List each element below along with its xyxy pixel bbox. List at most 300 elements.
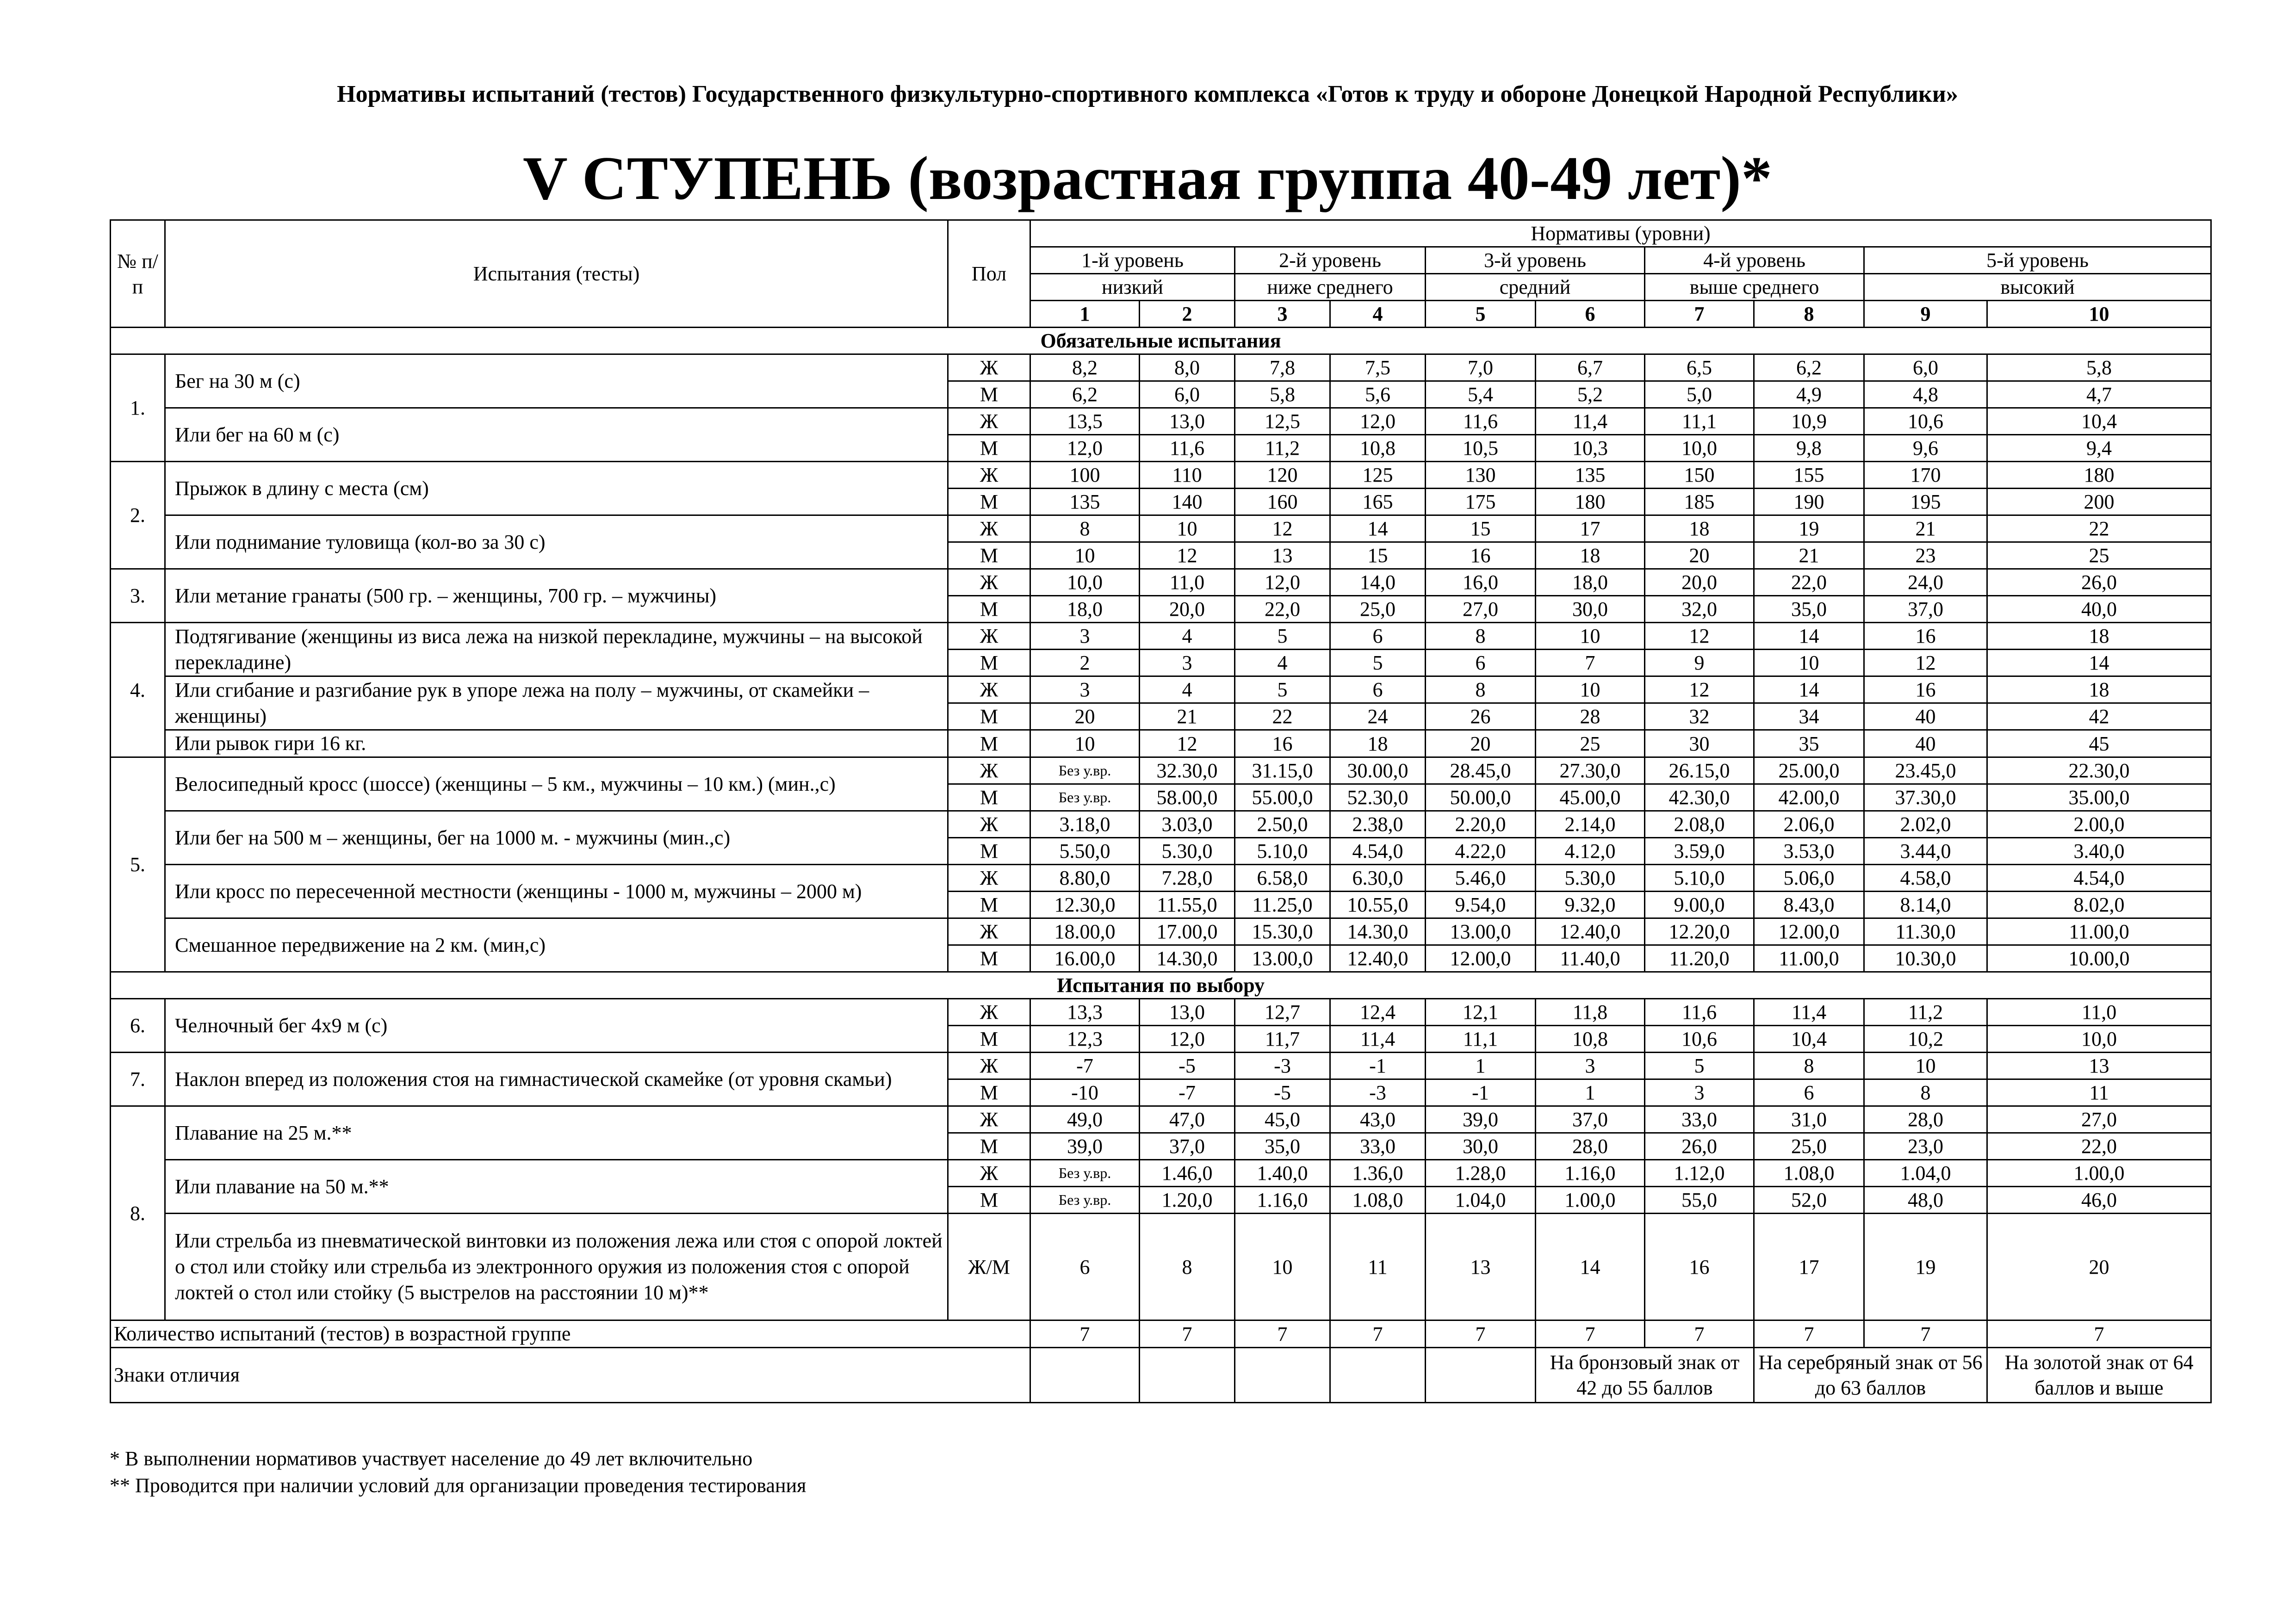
value-cell: 19 bbox=[1754, 515, 1864, 542]
value-cell: 11,0 bbox=[1987, 999, 2211, 1026]
count-cell: 7 bbox=[1426, 1320, 1536, 1348]
sex-cell: М bbox=[948, 784, 1030, 811]
value-cell: Без у.вр. bbox=[1030, 784, 1140, 811]
value-cell: 10,9 bbox=[1754, 408, 1864, 435]
value-cell: 3 bbox=[1536, 1053, 1645, 1079]
value-cell: 1.16,0 bbox=[1536, 1160, 1645, 1187]
table-row bbox=[111, 918, 2211, 945]
value-cell: 31,0 bbox=[1754, 1106, 1864, 1133]
value-cell: 13 bbox=[1235, 542, 1330, 569]
value-cell: 10 bbox=[1030, 542, 1140, 569]
value-cell: 12.40,0 bbox=[1330, 945, 1426, 972]
table-row bbox=[111, 676, 2211, 703]
sex-cell: Ж bbox=[948, 1160, 1030, 1187]
value-cell: 16 bbox=[1235, 730, 1330, 757]
header-level-name: 5-й уровень bbox=[1864, 247, 2211, 274]
value-cell: 34 bbox=[1754, 703, 1864, 730]
value-cell: 12,1 bbox=[1426, 999, 1536, 1026]
value-cell: 23,0 bbox=[1864, 1133, 1987, 1160]
value-cell: 13.00,0 bbox=[1426, 918, 1536, 945]
value-cell: Без у.вр. bbox=[1030, 1187, 1140, 1214]
test-name: Прыжок в длину с места (см) bbox=[165, 462, 948, 515]
value-cell: 12.40,0 bbox=[1536, 918, 1645, 945]
value-cell: 11,4 bbox=[1330, 1026, 1426, 1053]
value-cell: 120 bbox=[1235, 462, 1330, 489]
table-row bbox=[111, 408, 2211, 435]
value-cell: 12.20,0 bbox=[1645, 918, 1754, 945]
value-cell: 160 bbox=[1235, 489, 1330, 515]
value-cell: 18 bbox=[1645, 515, 1754, 542]
sex-cell: М bbox=[948, 1026, 1030, 1053]
value-cell: 11.30,0 bbox=[1864, 918, 1987, 945]
section-title: Обязательные испытания bbox=[111, 328, 2211, 354]
header-sex: Пол bbox=[948, 220, 1030, 328]
value-cell: 1.12,0 bbox=[1645, 1160, 1754, 1187]
count-row bbox=[111, 1320, 2211, 1348]
sex-cell: М bbox=[948, 945, 1030, 972]
value-cell: 1.46,0 bbox=[1140, 1160, 1235, 1187]
value-cell: 1.20,0 bbox=[1140, 1187, 1235, 1214]
value-cell: 3.18,0 bbox=[1030, 811, 1140, 838]
table-row bbox=[111, 354, 2211, 381]
value-cell: 22,0 bbox=[1754, 569, 1864, 596]
norms-table bbox=[110, 219, 2212, 1403]
sex-cell: М bbox=[948, 650, 1030, 676]
value-cell: 13.00,0 bbox=[1235, 945, 1330, 972]
value-cell: 14 bbox=[1536, 1214, 1645, 1320]
value-cell: 20 bbox=[1426, 730, 1536, 757]
value-cell: -10 bbox=[1030, 1079, 1140, 1106]
value-cell: 10,2 bbox=[1864, 1026, 1987, 1053]
value-cell: 43,0 bbox=[1330, 1106, 1426, 1133]
header-level-desc: высокий bbox=[1864, 274, 2211, 301]
table-row bbox=[111, 569, 2211, 596]
value-cell: 26,0 bbox=[1645, 1133, 1754, 1160]
value-cell: 18,0 bbox=[1536, 569, 1645, 596]
value-cell: 8 bbox=[1426, 623, 1536, 650]
test-number: 5. bbox=[111, 757, 165, 972]
sex-cell: М bbox=[948, 435, 1030, 462]
value-cell: 6.58,0 bbox=[1235, 865, 1330, 892]
value-cell: 6,7 bbox=[1536, 354, 1645, 381]
value-cell: 26 bbox=[1426, 703, 1536, 730]
value-cell: 1.16,0 bbox=[1235, 1187, 1330, 1214]
header-level-desc: ниже среднего bbox=[1235, 274, 1426, 301]
value-cell: 10 bbox=[1140, 515, 1235, 542]
value-cell: 35.00,0 bbox=[1987, 784, 2211, 811]
value-cell: 3.44,0 bbox=[1864, 838, 1987, 865]
value-cell: 47,0 bbox=[1140, 1106, 1235, 1133]
value-cell: 11,4 bbox=[1536, 408, 1645, 435]
count-cell: 7 bbox=[1645, 1320, 1754, 1348]
value-cell: 10 bbox=[1235, 1214, 1330, 1320]
value-cell: 18 bbox=[1330, 730, 1426, 757]
value-cell: 18 bbox=[1987, 623, 2211, 650]
value-cell: 21 bbox=[1140, 703, 1235, 730]
value-cell: 55,0 bbox=[1645, 1187, 1754, 1214]
value-cell: 4,9 bbox=[1754, 381, 1864, 408]
value-cell: 8,0 bbox=[1140, 354, 1235, 381]
value-cell: 10,0 bbox=[1030, 569, 1140, 596]
value-cell: 3.03,0 bbox=[1140, 811, 1235, 838]
value-cell: 10,4 bbox=[1754, 1026, 1864, 1053]
value-cell: 20 bbox=[1030, 703, 1140, 730]
value-cell: 10,4 bbox=[1987, 408, 2211, 435]
badge-bronze: На бронзовый знак от 42 до 55 баллов bbox=[1536, 1348, 1754, 1403]
value-cell: -1 bbox=[1426, 1079, 1536, 1106]
value-cell: 135 bbox=[1536, 462, 1645, 489]
value-cell: 16 bbox=[1645, 1214, 1754, 1320]
count-cell: 7 bbox=[1864, 1320, 1987, 1348]
value-cell: 22,0 bbox=[1235, 596, 1330, 623]
value-cell: 4.12,0 bbox=[1536, 838, 1645, 865]
table-row bbox=[111, 1106, 2211, 1133]
value-cell: 17 bbox=[1754, 1214, 1864, 1320]
value-cell: 175 bbox=[1426, 489, 1536, 515]
value-cell: 6.30,0 bbox=[1330, 865, 1426, 892]
value-cell: 200 bbox=[1987, 489, 2211, 515]
value-cell: 12 bbox=[1864, 650, 1987, 676]
value-cell: 13,0 bbox=[1140, 999, 1235, 1026]
value-cell: 23.45,0 bbox=[1864, 757, 1987, 784]
value-cell: 37,0 bbox=[1536, 1106, 1645, 1133]
value-cell: 1.04,0 bbox=[1864, 1160, 1987, 1187]
value-cell: 11,6 bbox=[1645, 999, 1754, 1026]
table-row bbox=[111, 1160, 2211, 1187]
test-name: Челночный бег 4х9 м (с) bbox=[165, 999, 948, 1053]
value-cell: 5,2 bbox=[1536, 381, 1645, 408]
value-cell: 12,7 bbox=[1235, 999, 1330, 1026]
value-cell: 35,0 bbox=[1754, 596, 1864, 623]
value-cell: 9,8 bbox=[1754, 435, 1864, 462]
value-cell: 10,3 bbox=[1536, 435, 1645, 462]
value-cell: 16 bbox=[1864, 676, 1987, 703]
value-cell: 11 bbox=[1987, 1079, 2211, 1106]
value-cell: 170 bbox=[1864, 462, 1987, 489]
document-title: V СТУПЕНЬ (возрастная группа 40-49 лет)* bbox=[523, 144, 1772, 212]
value-cell: 110 bbox=[1140, 462, 1235, 489]
value-cell: 20 bbox=[1987, 1214, 2211, 1320]
value-cell: 46,0 bbox=[1987, 1187, 2211, 1214]
header-colnum: 7 bbox=[1645, 301, 1754, 328]
value-cell: 3.40,0 bbox=[1987, 838, 2211, 865]
value-cell: 10,6 bbox=[1864, 408, 1987, 435]
value-cell: 5.10,0 bbox=[1645, 865, 1754, 892]
value-cell: 13 bbox=[1987, 1053, 2211, 1079]
value-cell: 21 bbox=[1864, 515, 1987, 542]
value-cell: 7,5 bbox=[1330, 354, 1426, 381]
value-cell: 5.50,0 bbox=[1030, 838, 1140, 865]
test-name: Или рывок гири 16 кг. bbox=[165, 730, 948, 757]
sex-cell: М bbox=[948, 596, 1030, 623]
value-cell: 12.00,0 bbox=[1426, 945, 1536, 972]
value-cell: 6 bbox=[1330, 623, 1426, 650]
value-cell: -3 bbox=[1330, 1079, 1426, 1106]
value-cell: 10,8 bbox=[1536, 1026, 1645, 1053]
value-cell: 1 bbox=[1536, 1079, 1645, 1106]
value-cell: 8 bbox=[1754, 1053, 1864, 1079]
value-cell: 5,8 bbox=[1987, 354, 2211, 381]
sex-cell: Ж bbox=[948, 918, 1030, 945]
value-cell: 33,0 bbox=[1330, 1133, 1426, 1160]
value-cell: 37.30,0 bbox=[1864, 784, 1987, 811]
section-row bbox=[111, 972, 2211, 999]
value-cell: 12 bbox=[1645, 623, 1754, 650]
value-cell: 14 bbox=[1330, 515, 1426, 542]
value-cell: 6,5 bbox=[1645, 354, 1754, 381]
value-cell: 165 bbox=[1330, 489, 1426, 515]
value-cell: 45.00,0 bbox=[1536, 784, 1645, 811]
value-cell: 180 bbox=[1536, 489, 1645, 515]
value-cell: 10 bbox=[1864, 1053, 1987, 1079]
value-cell: 10,6 bbox=[1645, 1026, 1754, 1053]
sex-cell: Ж bbox=[948, 757, 1030, 784]
value-cell: 7 bbox=[1536, 650, 1645, 676]
table-row bbox=[111, 730, 2211, 757]
value-cell: 45 bbox=[1987, 730, 2211, 757]
value-cell: 15 bbox=[1426, 515, 1536, 542]
value-cell: 50.00,0 bbox=[1426, 784, 1536, 811]
value-cell: -5 bbox=[1140, 1053, 1235, 1079]
value-cell: -7 bbox=[1030, 1053, 1140, 1079]
value-cell: 8 bbox=[1864, 1079, 1987, 1106]
value-cell: 22.30,0 bbox=[1987, 757, 2211, 784]
value-cell: 3.59,0 bbox=[1645, 838, 1754, 865]
count-cell: 7 bbox=[1140, 1320, 1235, 1348]
table-row bbox=[111, 1053, 2211, 1079]
value-cell: 25.00,0 bbox=[1754, 757, 1864, 784]
value-cell: 20 bbox=[1645, 542, 1754, 569]
badge-silver: На серебряный знак от 56 до 63 баллов bbox=[1754, 1348, 1987, 1403]
value-cell: 16 bbox=[1426, 542, 1536, 569]
value-cell: 2.50,0 bbox=[1235, 811, 1330, 838]
value-cell: -3 bbox=[1235, 1053, 1330, 1079]
value-cell: 6 bbox=[1754, 1079, 1864, 1106]
sex-cell: М bbox=[948, 1133, 1030, 1160]
value-cell: 15.30,0 bbox=[1235, 918, 1330, 945]
value-cell: 155 bbox=[1754, 462, 1864, 489]
value-cell: 10,5 bbox=[1426, 435, 1536, 462]
sex-cell: М bbox=[948, 1079, 1030, 1106]
value-cell: 28 bbox=[1536, 703, 1645, 730]
value-cell: 11.25,0 bbox=[1235, 892, 1330, 918]
value-cell: 135 bbox=[1030, 489, 1140, 515]
value-cell: 8 bbox=[1030, 515, 1140, 542]
value-cell: 9 bbox=[1645, 650, 1754, 676]
value-cell: 9,6 bbox=[1864, 435, 1987, 462]
sex-cell: М bbox=[948, 489, 1030, 515]
test-name: Или метание гранаты (500 гр. – женщины, 700 гр. – мужчины) bbox=[165, 569, 948, 623]
value-cell: 21 bbox=[1754, 542, 1864, 569]
value-cell: 16 bbox=[1864, 623, 1987, 650]
value-cell: 2.38,0 bbox=[1330, 811, 1426, 838]
value-cell: 4,8 bbox=[1864, 381, 1987, 408]
value-cell: 10.30,0 bbox=[1864, 945, 1987, 972]
value-cell: 1 bbox=[1426, 1053, 1536, 1079]
value-cell: 8.14,0 bbox=[1864, 892, 1987, 918]
value-cell: 40,0 bbox=[1987, 596, 2211, 623]
test-name: Наклон вперед из положения стоя на гимнастической скамейке (от уровня скамьи) bbox=[165, 1053, 948, 1106]
value-cell: 7.28,0 bbox=[1140, 865, 1235, 892]
value-cell: 10 bbox=[1536, 623, 1645, 650]
value-cell: 31.15,0 bbox=[1235, 757, 1330, 784]
value-cell: 23 bbox=[1864, 542, 1987, 569]
value-cell: 17.00,0 bbox=[1140, 918, 1235, 945]
table-row bbox=[111, 865, 2211, 892]
value-cell: 11,7 bbox=[1235, 1026, 1330, 1053]
table-row bbox=[111, 999, 2211, 1026]
header-colnum: 5 bbox=[1426, 301, 1536, 328]
test-number: 8. bbox=[111, 1106, 165, 1320]
value-cell: 11 bbox=[1330, 1214, 1426, 1320]
value-cell: 39,0 bbox=[1426, 1106, 1536, 1133]
value-cell: 42.30,0 bbox=[1645, 784, 1754, 811]
value-cell: 8.43,0 bbox=[1754, 892, 1864, 918]
value-cell: 6,2 bbox=[1030, 381, 1140, 408]
value-cell: 45,0 bbox=[1235, 1106, 1330, 1133]
value-cell: 10,0 bbox=[1645, 435, 1754, 462]
value-cell: 1.40,0 bbox=[1235, 1160, 1330, 1187]
value-cell: 22 bbox=[1987, 515, 2211, 542]
value-cell: 42.00,0 bbox=[1754, 784, 1864, 811]
empty-cell bbox=[1140, 1348, 1235, 1403]
value-cell: 42 bbox=[1987, 703, 2211, 730]
value-cell: 40 bbox=[1864, 730, 1987, 757]
value-cell: 10.00,0 bbox=[1987, 945, 2211, 972]
value-cell: 32 bbox=[1645, 703, 1754, 730]
value-cell: 11,0 bbox=[1140, 569, 1235, 596]
value-cell: 11,2 bbox=[1864, 999, 1987, 1026]
header-level-desc: выше среднего bbox=[1645, 274, 1864, 301]
value-cell: 150 bbox=[1645, 462, 1754, 489]
value-cell: 12.30,0 bbox=[1030, 892, 1140, 918]
value-cell: 39,0 bbox=[1030, 1133, 1140, 1160]
value-cell: 22,0 bbox=[1987, 1133, 2211, 1160]
value-cell: 11.20,0 bbox=[1645, 945, 1754, 972]
value-cell: 11,1 bbox=[1645, 408, 1754, 435]
value-cell: 4.54,0 bbox=[1330, 838, 1426, 865]
value-cell: 130 bbox=[1426, 462, 1536, 489]
value-cell: 32.30,0 bbox=[1140, 757, 1235, 784]
header-colnum: 6 bbox=[1536, 301, 1645, 328]
header-colnum: 2 bbox=[1140, 301, 1235, 328]
value-cell: 4 bbox=[1140, 676, 1235, 703]
value-cell: 5,6 bbox=[1330, 381, 1426, 408]
value-cell: 5.30,0 bbox=[1140, 838, 1235, 865]
header-colnum: 9 bbox=[1864, 301, 1987, 328]
value-cell: 52,0 bbox=[1754, 1187, 1864, 1214]
value-cell: 12,4 bbox=[1330, 999, 1426, 1026]
value-cell: 13,5 bbox=[1030, 408, 1140, 435]
test-number: 3. bbox=[111, 569, 165, 623]
test-name: Или кросс по пересеченной местности (женщины - 1000 м, мужчины – 2000 м) bbox=[165, 865, 948, 918]
test-number: 4. bbox=[111, 623, 165, 757]
value-cell: 16.00,0 bbox=[1030, 945, 1140, 972]
table-row bbox=[111, 623, 2211, 650]
value-cell: 4.58,0 bbox=[1864, 865, 1987, 892]
value-cell: 20,0 bbox=[1645, 569, 1754, 596]
value-cell: 4.22,0 bbox=[1426, 838, 1536, 865]
section-title: Испытания по выбору bbox=[111, 972, 2211, 999]
badges-row bbox=[111, 1348, 2211, 1403]
value-cell: 9.54,0 bbox=[1426, 892, 1536, 918]
sex-cell: Ж bbox=[948, 676, 1030, 703]
value-cell: 195 bbox=[1864, 489, 1987, 515]
value-cell: 25 bbox=[1987, 542, 2211, 569]
value-cell: 28,0 bbox=[1536, 1133, 1645, 1160]
value-cell: 11,2 bbox=[1235, 435, 1330, 462]
value-cell: 20,0 bbox=[1140, 596, 1235, 623]
value-cell: 16,0 bbox=[1426, 569, 1536, 596]
value-cell: 6 bbox=[1426, 650, 1536, 676]
value-cell: 11,1 bbox=[1426, 1026, 1536, 1053]
test-name: Или стрельба из пневматической винтовки из положения лежа или стоя с опорой локтей о стол или стойку или стрельба из электронного оружия из положения стоя с опорой локтей о стол или стойку (5 выстрелов на расстоянии 10 м)** bbox=[165, 1214, 948, 1320]
value-cell: 2.00,0 bbox=[1987, 811, 2211, 838]
test-name: Плавание на 25 м.** bbox=[165, 1106, 948, 1160]
value-cell: 7,8 bbox=[1235, 354, 1330, 381]
test-name: Бег на 30 м (с) bbox=[165, 354, 948, 408]
sex-cell: Ж bbox=[948, 811, 1030, 838]
value-cell: 11,8 bbox=[1536, 999, 1645, 1026]
test-name: Или сгибание и разгибание рук в упоре лежа на полу – мужчины, от скамейки – женщины) bbox=[165, 676, 948, 730]
value-cell: 8 bbox=[1426, 676, 1536, 703]
value-cell: 8,2 bbox=[1030, 354, 1140, 381]
value-cell: 12,3 bbox=[1030, 1026, 1140, 1053]
value-cell: 11,6 bbox=[1140, 435, 1235, 462]
value-cell: 6,0 bbox=[1140, 381, 1235, 408]
test-number: 2. bbox=[111, 462, 165, 569]
header-colnum: 10 bbox=[1987, 301, 2211, 328]
value-cell: 18,0 bbox=[1030, 596, 1140, 623]
value-cell: 49,0 bbox=[1030, 1106, 1140, 1133]
value-cell: 14.30,0 bbox=[1330, 918, 1426, 945]
value-cell: 24,0 bbox=[1864, 569, 1987, 596]
value-cell: 5.30,0 bbox=[1536, 865, 1645, 892]
value-cell: 13,0 bbox=[1140, 408, 1235, 435]
value-cell: 27,0 bbox=[1987, 1106, 2211, 1133]
value-cell: 19 bbox=[1864, 1214, 1987, 1320]
footnotes bbox=[110, 1445, 806, 1499]
sex-cell: Ж bbox=[948, 408, 1030, 435]
value-cell: 6,2 bbox=[1754, 354, 1864, 381]
value-cell: 11.00,0 bbox=[1987, 918, 2211, 945]
value-cell: 26.15,0 bbox=[1645, 757, 1754, 784]
table-row bbox=[111, 515, 2211, 542]
value-cell: 52.30,0 bbox=[1330, 784, 1426, 811]
value-cell: 25,0 bbox=[1330, 596, 1426, 623]
sex-cell: Ж bbox=[948, 1106, 1030, 1133]
norms-table-body bbox=[111, 220, 2211, 1403]
value-cell: 58.00,0 bbox=[1140, 784, 1235, 811]
value-cell: 6,0 bbox=[1864, 354, 1987, 381]
test-number: 1. bbox=[111, 354, 165, 462]
value-cell: 14 bbox=[1754, 676, 1864, 703]
header-colnum: 1 bbox=[1030, 301, 1140, 328]
value-cell: 10 bbox=[1536, 676, 1645, 703]
value-cell: Без у.вр. bbox=[1030, 1160, 1140, 1187]
value-cell: 5 bbox=[1645, 1053, 1754, 1079]
value-cell: 26,0 bbox=[1987, 569, 2211, 596]
value-cell: -1 bbox=[1330, 1053, 1426, 1079]
value-cell: 27.30,0 bbox=[1536, 757, 1645, 784]
test-name: Или бег на 60 м (с) bbox=[165, 408, 948, 462]
section-row bbox=[111, 328, 2211, 354]
test-name: Или бег на 500 м – женщины, бег на 1000 м. - мужчины (мин.,с) bbox=[165, 811, 948, 865]
sex-cell: Ж bbox=[948, 623, 1030, 650]
sex-cell: Ж bbox=[948, 515, 1030, 542]
value-cell: 1.28,0 bbox=[1426, 1160, 1536, 1187]
value-cell: 3 bbox=[1030, 676, 1140, 703]
